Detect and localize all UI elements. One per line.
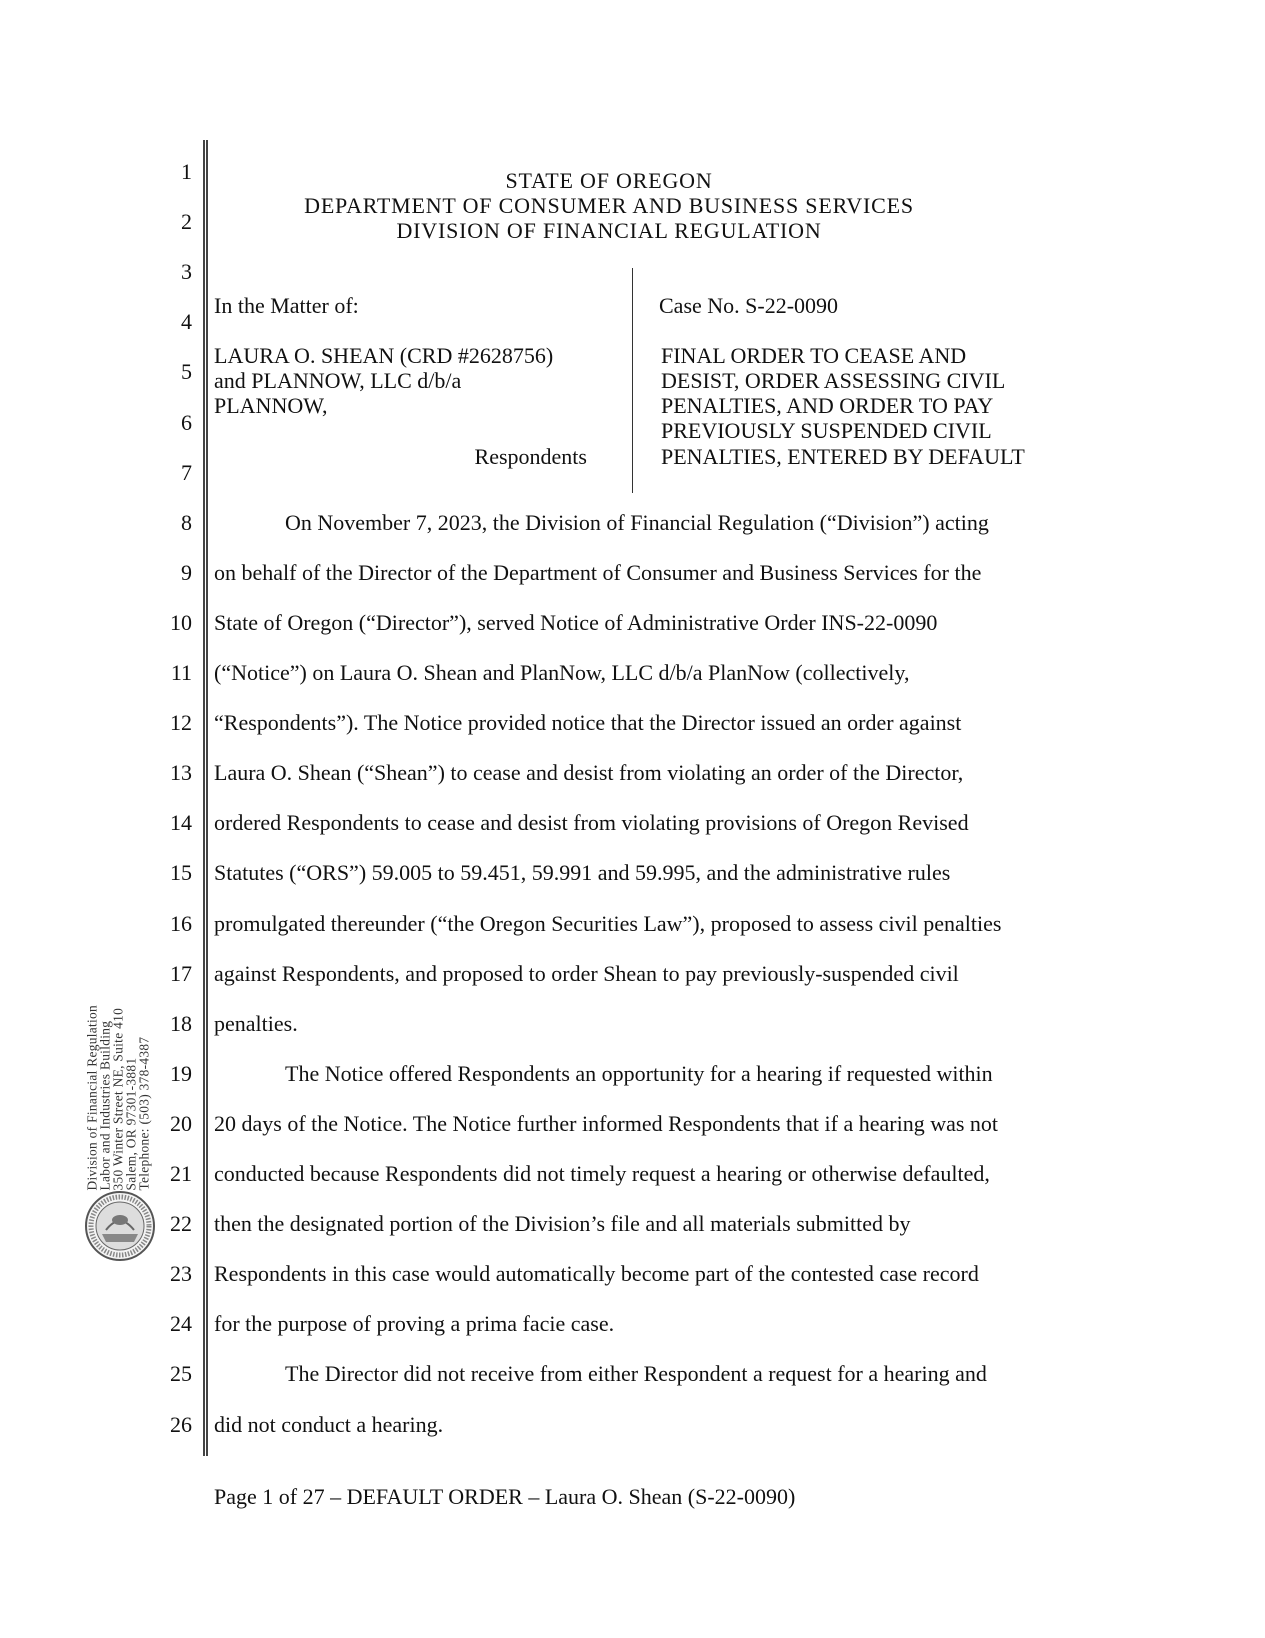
header-state: STATE OF OREGON: [505, 168, 713, 193]
caption-matter: In the Matter of:: [214, 293, 359, 318]
line-number: 26: [170, 1411, 192, 1437]
order-title: DESIST, ORDER ASSESSING CIVIL: [661, 368, 1006, 393]
body-line: State of Oregon (“Director”), served Notice of Administrative Order INS-22-0090: [214, 609, 938, 635]
line-number: 14: [170, 810, 192, 836]
division-address: [86, 975, 151, 1191]
line-number: 12: [170, 710, 192, 736]
body-line: (“Notice”) on Laura O. Shean and PlanNow, LLC d/b/a PlanNow (collectively,: [214, 660, 910, 685]
line-number: 8: [181, 509, 192, 535]
line-number: 7: [181, 459, 192, 485]
line-number: 5: [181, 359, 192, 385]
address-line: 350 Winter Street NE, Suite 410: [110, 1007, 126, 1191]
page-footer: Page 1 of 27 – DEFAULT ORDER – Laura O. Shean (S-22-0090): [214, 1484, 796, 1509]
order-title: PENALTIES, AND ORDER TO PAY: [661, 393, 994, 418]
line-number: 23: [170, 1261, 192, 1287]
body-line: Respondents in this case would automatically become part of the contested case record: [214, 1261, 979, 1287]
body-line: penalties.: [214, 1010, 298, 1036]
line-number: 17: [170, 960, 192, 986]
body-line: on behalf of the Director of the Department of Consumer and Business Services for the: [214, 559, 982, 585]
line-number: 11: [170, 660, 192, 685]
body-line: The Notice offered Respondents an opportunity for a hearing if requested within: [285, 1060, 993, 1086]
line-number: 18: [170, 1010, 192, 1036]
body-line: conducted because Respondents did not timely request a hearing or otherwise defaulted,: [214, 1161, 990, 1186]
address-line: Salem, OR 97301-3881: [123, 1057, 139, 1191]
order-title: PENALTIES, ENTERED BY DEFAULT: [661, 444, 1025, 469]
line-number: 16: [170, 910, 192, 936]
body-line: for the purpose of proving a prima facie case.: [214, 1311, 615, 1337]
body-line: promulgated thereunder (“the Oregon Securities Law”), proposed to assess civil penalties: [214, 910, 1002, 936]
state-seal-icon: [84, 1190, 156, 1262]
header-division: DIVISION OF FINANCIAL REGULATION: [396, 218, 822, 243]
margin-rule: [206, 140, 208, 1456]
order-title: PREVIOUSLY SUSPENDED CIVIL: [661, 418, 992, 443]
body-line: ordered Respondents to cease and desist from violating provisions of Oregon Revised: [214, 810, 969, 836]
caption-respondents: Respondents: [474, 444, 587, 469]
caption-divider: [632, 268, 633, 493]
line-number: 24: [170, 1311, 192, 1337]
line-number: 1: [181, 159, 192, 184]
caption-party: PLANNOW,: [214, 393, 328, 418]
body-line: Statutes (“ORS”) 59.005 to 59.451, 59.991 and 59.995, and the administrative rules: [214, 860, 951, 886]
line-number: 2: [181, 209, 192, 235]
header-department: DEPARTMENT OF CONSUMER AND BUSINESS SERVICES: [304, 193, 914, 218]
line-number: 22: [170, 1211, 192, 1237]
line-number: 20: [170, 1110, 192, 1136]
address-line: Labor and Industries Building: [97, 1020, 113, 1191]
line-number: 21: [170, 1161, 192, 1186]
body-line: then the designated portion of the Division’s file and all materials submitted by: [214, 1211, 911, 1237]
line-number: 3: [181, 259, 192, 285]
line-number: 19: [170, 1060, 192, 1086]
address-line: Division of Financial Regulation: [84, 1004, 100, 1191]
body-line: against Respondents, and proposed to order Shean to pay previously-suspended civil: [214, 960, 959, 986]
line-number: 25: [170, 1361, 192, 1387]
body-line: The Director did not receive from either Respondent a request for a hearing and: [285, 1361, 987, 1387]
address-line: Telephone: (503) 378-4387: [136, 1036, 152, 1191]
line-number: 4: [181, 309, 192, 335]
line-number: 15: [170, 860, 192, 886]
line-number: 13: [170, 760, 192, 786]
margin-rule: [203, 140, 205, 1456]
order-title: FINAL ORDER TO CEASE AND: [661, 343, 967, 368]
body-line: On November 7, 2023, the Division of Financial Regulation (“Division”) acting: [285, 509, 989, 535]
caption-party: LAURA O. SHEAN (CRD #2628756): [214, 343, 554, 368]
body-line: “Respondents”). The Notice provided notice that the Director issued an order against: [214, 710, 962, 736]
case-number: Case No. S-22-0090: [659, 293, 839, 318]
body-line: 20 days of the Notice. The Notice further informed Respondents that if a hearing was not: [214, 1110, 999, 1136]
line-number: 6: [181, 409, 192, 435]
body-line: did not conduct a hearing.: [214, 1411, 444, 1437]
caption-party: and PLANNOW, LLC d/b/a: [214, 368, 462, 393]
body-line: Laura O. Shean (“Shean”) to cease and desist from violating an order of the Director,: [214, 760, 964, 786]
line-number: 10: [170, 609, 192, 635]
line-number: 9: [181, 559, 192, 585]
